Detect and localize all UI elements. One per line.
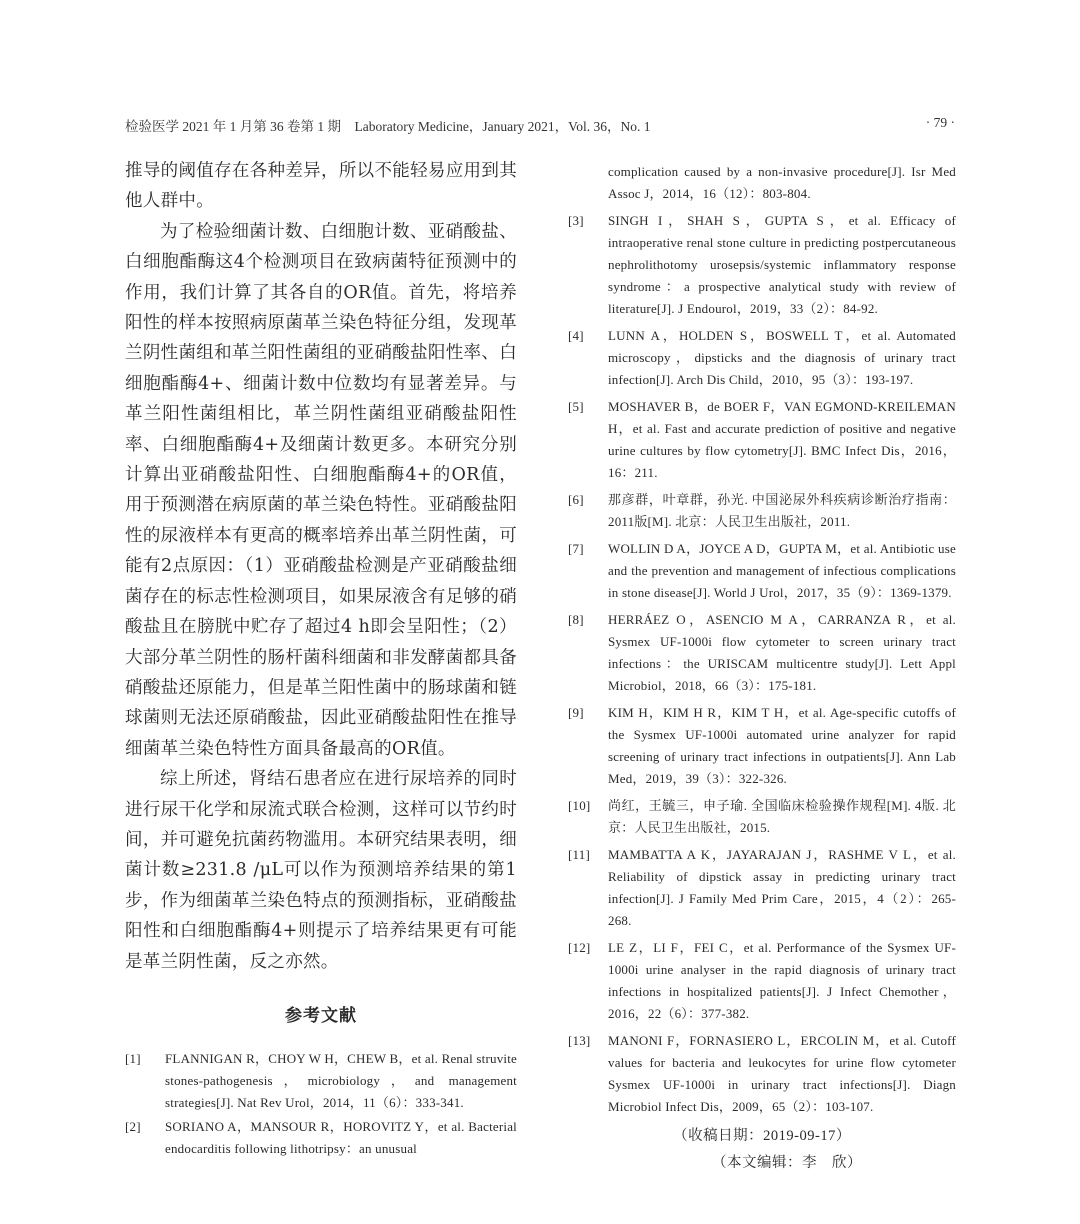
reference-number: [13]	[568, 1033, 591, 1048]
reference-text: FLANNIGAN R，CHOY W H，CHEW B，et al. Renal struvite stones-pathogenesis，microbiology，and management strategies[J]. Nat Rev Urol，2014，11（6）：333-341.	[165, 1050, 517, 1110]
reference-continuation	[568, 161, 956, 205]
reference-text: 那彦群，叶章群，孙光. 中国泌尿外科疾病诊断治疗指南：2011版[M]. 北京：人民卫生出版社，2011.	[608, 492, 956, 529]
reference-item	[568, 396, 956, 484]
reference-text: MAMBATTA A K，JAYARAJAN J，RASHME V L，et al. Reliability of dipstick assay in predicting urinary tract infection[J]. J Family Med Prim Care，2015，4（2）：265-268.	[608, 847, 956, 928]
reference-number: [8]	[568, 612, 584, 627]
reference-number: [3]	[568, 213, 584, 228]
reference-item	[568, 795, 956, 839]
reference-number: [6]	[568, 492, 584, 507]
reference-number: [10]	[568, 798, 591, 813]
references-heading: 参考文献	[285, 1005, 357, 1026]
reference-number: [11]	[568, 847, 590, 862]
reference-item	[568, 210, 956, 320]
reference-item	[568, 844, 956, 932]
reference-text: WOLLIN D A，JOYCE A D，GUPTA M，et al. Antibiotic use and the prevention and management of infectious complications in stone disease[J]. World J Urol，2017，35（9）：1369-1379.	[608, 541, 956, 600]
editor-credit: （本文编辑：李 欣）	[712, 1155, 862, 1171]
journal-header: 检验医学 2021 年 1 月第 36 卷第 1 期 Laboratory Medicine，January 2021，Vol. 36，No. 1	[125, 119, 651, 134]
reference-item	[125, 1048, 517, 1114]
left-column	[125, 156, 517, 1162]
reference-number: [5]	[568, 399, 584, 414]
received-date: （收稿日期：2019-09-17）	[673, 1128, 851, 1144]
reference-item	[568, 609, 956, 697]
reference-number: [7]	[568, 541, 584, 556]
reference-text: SORIANO A，MANSOUR R，HOROVITZ Y，et al. Bacterial endocarditis following lithotripsy：an unusual	[165, 1118, 517, 1156]
reference-text: SINGH I，SHAH S，GUPTA S，et al. Efficacy of intraoperative renal stone culture in predicting postpercutaneous nephrolithotomy urosepsis/systemic inflammatory response syndrome：a prospective analytical study with review of literature[J]. J Endourol，2019，33（2）：84-92.	[608, 213, 956, 316]
reference-text: MOSHAVER B，de BOER F，VAN EGMOND-KREILEMAN H，et al. Fast and accurate prediction of positive and negative urine cultures by flow cytometry[J]. BMC Infect Dis，2016，16：211.	[608, 399, 956, 480]
reference-number: [4]	[568, 328, 584, 343]
reference-number: [1]	[125, 1050, 141, 1066]
reference-item	[125, 1116, 517, 1160]
reference-number: [9]	[568, 705, 584, 720]
reference-item	[568, 538, 956, 604]
reference-text: 尚红，王毓三，申子瑜. 全国临床检验操作规程[M]. 4版. 北京：人民卫生出版社，2015.	[608, 798, 956, 835]
reference-item	[568, 325, 956, 391]
reference-text: complication caused by a non-invasive procedure[J]. Isr Med Assoc J，2014，16（12）：803-804.	[608, 164, 956, 201]
reference-number: [2]	[125, 1118, 141, 1134]
paragraph-2: 为了检验细菌计数、白细胞计数、亚硝酸盐、白细胞酯酶这4个检测项目在致病菌特征预测中的作用，我们计算了其各自的OR值。首先，将培养阳性的样本按照病原菌革兰染色特征分组，发现革兰阴性菌组和革兰阳性菌组的亚硝酸盐阳性率、白细胞酯酶4+、细菌计数中位数均有显著差异。与革兰阳性菌组相比，革兰阴性菌组亚硝酸盐阳性率、白细胞酯酶4+及细菌计数更多。本研究分别计算出亚硝酸盐阳性、白细胞酯酶4+的OR值，用于预测潜在病原菌的革兰染色特性。亚硝酸盐阳性的尿液样本有更高的概率培养出革兰阴性菌，可能有2点原因：（1）亚硝酸盐检测是产亚硝酸盐细菌存在的标志性检测项目，如果尿液含有足够的硝酸盐且在膀胱中贮存了超过4 h即会呈阳性；（2）大部分革兰阴性的肠杆菌科细菌和非发酵菌都具备硝酸盐还原能力，但是革兰阳性菌中的肠球菌和链球菌则无法还原硝酸盐，因此亚硝酸盐阳性在推导细菌革兰染色特性方面具备最高的OR值。	[125, 221, 517, 759]
reference-item	[568, 702, 956, 790]
page-number: · 79 ·	[925, 115, 955, 130]
reference-item	[568, 489, 956, 533]
reference-text: MANONI F，FORNASIERO L，ERCOLIN M，et al. Cutoff values for bacteria and leukocytes for urine flow cytometer Sysmex UF-1000i in urinary tract infections[J]. Diagn Microbiol Infect Dis，2009，65（2）：103-107.	[608, 1033, 956, 1114]
reference-item	[568, 1030, 956, 1118]
reference-text: KIM H，KIM H R，KIM T H，et al. Age-specific cutoffs of the Sysmex UF-1000i automated urine analyzer for rapid screening of urinary tract infections in outpatients[J]. Ann Lab Med，2019，39（3）：322-326.	[608, 705, 956, 786]
paragraph-1: 推导的阈值存在各种差异，所以不能轻易应用到其他人群中。	[125, 161, 517, 212]
right-column	[568, 161, 956, 1172]
reference-item	[568, 937, 956, 1025]
reference-number: [12]	[568, 940, 591, 955]
reference-text: LUNN A，HOLDEN S，BOSWELL T，et al. Automated microscopy，dipsticks and the diagnosis of urinary tract infection[J]. Arch Dis Child，2010，95（3）：193-197.	[608, 328, 956, 387]
reference-text: HERRÁEZ O，ASENCIO M A，CARRANZA R，et al. Sysmex UF-1000i flow cytometer to screen urinary tract infections：the URISCAM multicentre study[J]. Lett Appl Microbiol，2018，66（3）：175-181.	[608, 612, 956, 693]
reference-text: LE Z，LI F，FEI C，et al. Performance of the Sysmex UF-1000i urine analyser in the rapid diagnosis of urinary tract infections in hospitalized patients[J]. J Infect Chemother，2016，22（6）：377-382.	[608, 940, 956, 1021]
paragraph-3: 综上所述，肾结石患者应在进行尿培养的同时进行尿干化学和尿流式联合检测，这样可以节约时间，并可避免抗菌药物滥用。本研究结果表明，细菌计数≥231.8 /μL可以作为预测培养结果的第1步，作为细菌革兰染色特点的预测指标，亚硝酸盐阳性和白细胞酯酶4+则提示了培养结果更有可能是革兰阴性菌，反之亦然。	[125, 769, 517, 972]
